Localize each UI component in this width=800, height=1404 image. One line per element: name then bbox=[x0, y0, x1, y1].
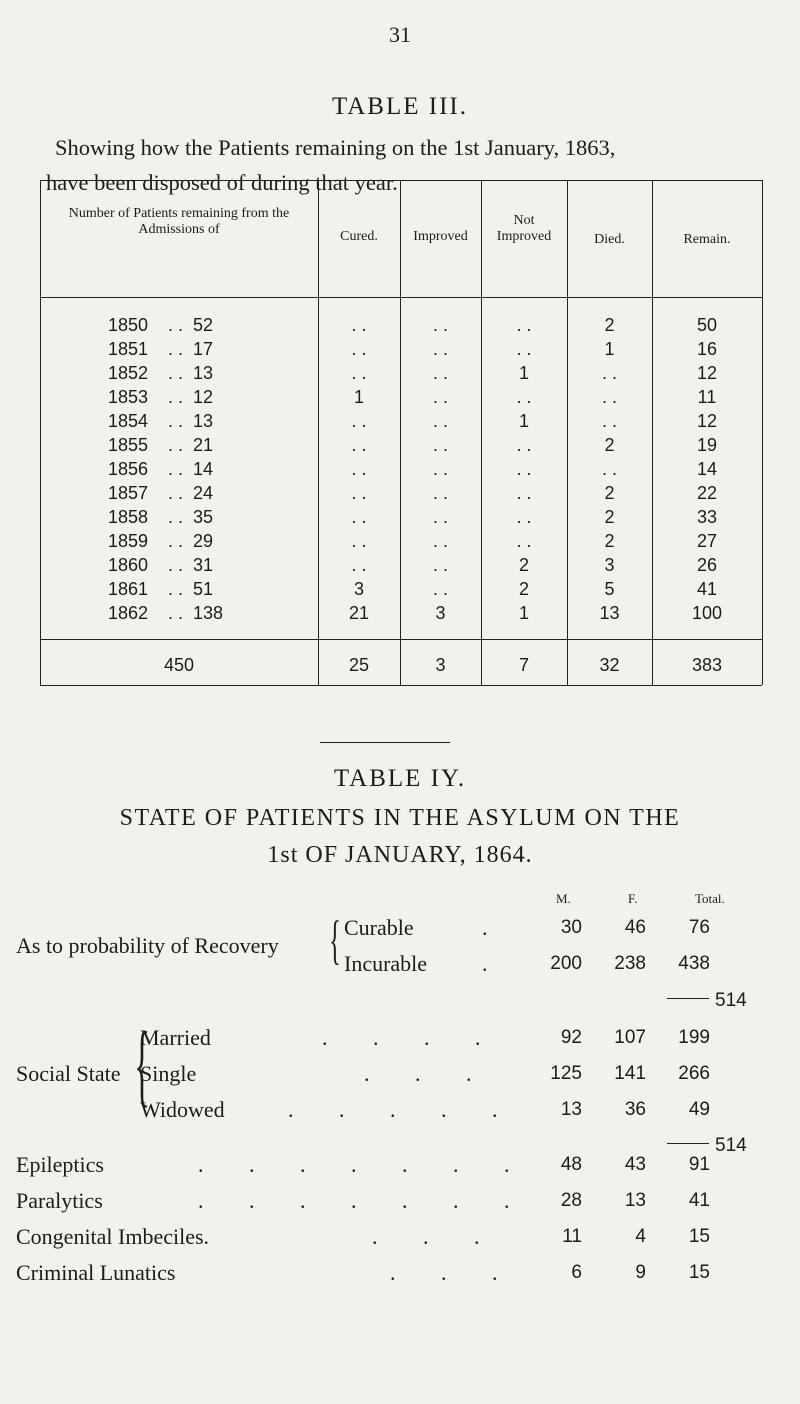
row-leader-dots: . . bbox=[168, 339, 184, 359]
married-total: 199 bbox=[678, 1027, 710, 1048]
cell-remain: 50 bbox=[696, 315, 718, 335]
cell-not-improved: . . bbox=[516, 531, 532, 551]
cell-remain: 27 bbox=[696, 531, 718, 551]
single-total: 266 bbox=[678, 1063, 710, 1084]
single-m: 125 bbox=[550, 1063, 582, 1084]
row-year: 1851 bbox=[108, 339, 149, 359]
row-year: 1860 bbox=[108, 555, 149, 575]
row-leader-dots: . . bbox=[168, 435, 184, 455]
row-leader-dots: . . bbox=[168, 363, 184, 383]
cell-cured: . . bbox=[351, 459, 367, 479]
header-remain: Remain. bbox=[683, 232, 731, 247]
incurable-m: 200 bbox=[550, 953, 582, 974]
cell-cured: . . bbox=[351, 315, 367, 335]
row-leader-dots: . . bbox=[168, 387, 184, 407]
cell-improved: . . bbox=[432, 339, 448, 359]
cell-improved: . . bbox=[432, 363, 448, 383]
cell-remain: 14 bbox=[696, 459, 718, 479]
cell-remain: 11 bbox=[697, 387, 717, 407]
cell-improved: . . bbox=[432, 387, 448, 407]
row-leader-dots: . . bbox=[168, 507, 184, 527]
social-sum: 514 bbox=[715, 1135, 747, 1156]
cell-remain: 12 bbox=[696, 411, 718, 431]
row-count: 51 bbox=[193, 579, 214, 599]
incurable-total: 438 bbox=[678, 953, 710, 974]
cell-not-improved: . . bbox=[516, 339, 532, 359]
total-died: 32 bbox=[599, 655, 620, 675]
cell-not-improved: 2 bbox=[518, 555, 529, 575]
recovery-group-label: As to probability of Recovery bbox=[16, 933, 279, 958]
table4-title: TABLE IY. bbox=[333, 765, 467, 792]
header-cured: Cured. bbox=[340, 229, 378, 244]
header-admissions: Number of Patients remaining from the Admissions of bbox=[68, 206, 290, 237]
cell-improved: . . bbox=[432, 315, 448, 335]
social-single-label: Single bbox=[140, 1061, 197, 1086]
cell-improved: . . bbox=[432, 579, 448, 599]
cell-remain: 19 bbox=[696, 435, 718, 455]
cell-improved: . . bbox=[432, 507, 448, 527]
row-year: 1854 bbox=[108, 411, 149, 431]
total-cured: 25 bbox=[348, 655, 370, 675]
cell-improved: . . bbox=[432, 531, 448, 551]
row-count: 13 bbox=[193, 411, 214, 431]
cell-remain: 33 bbox=[696, 507, 718, 527]
social-group-label: Social State bbox=[16, 1061, 121, 1086]
row-year: 1855 bbox=[108, 435, 149, 455]
curable-total: 76 bbox=[688, 917, 710, 938]
row-count: 52 bbox=[193, 315, 214, 335]
congenital-imbeciles-label: Congenital Imbeciles. bbox=[16, 1224, 210, 1249]
cell-remain: 22 bbox=[696, 483, 718, 503]
cell-died: 1 bbox=[604, 339, 615, 359]
cell-not-improved: . . bbox=[516, 387, 532, 407]
epileptics-total: 91 bbox=[688, 1154, 710, 1175]
cell-improved: . . bbox=[432, 555, 448, 575]
cell-improved: . . bbox=[432, 483, 448, 503]
curable-f: 46 bbox=[624, 917, 646, 938]
cell-improved: . . bbox=[432, 459, 448, 479]
cell-died: . . bbox=[601, 387, 617, 407]
criminal-lunatics-label: Criminal Lunatics bbox=[16, 1260, 176, 1285]
cell-not-improved: 1 bbox=[518, 603, 529, 623]
header-died: Died. bbox=[594, 232, 625, 247]
cell-died: 2 bbox=[604, 315, 615, 335]
row-year: 1858 bbox=[108, 507, 149, 527]
row-count: 14 bbox=[193, 459, 214, 479]
header-improved: Improved bbox=[413, 229, 468, 244]
row-count: 12 bbox=[193, 387, 214, 407]
cell-died: 2 bbox=[604, 531, 615, 551]
married-f: 107 bbox=[614, 1027, 646, 1048]
table3 bbox=[40, 180, 762, 685]
paralytics-label: Paralytics bbox=[16, 1188, 103, 1213]
cell-remain: 100 bbox=[691, 603, 723, 623]
row-count: 17 bbox=[193, 339, 214, 359]
cell-cured: . . bbox=[351, 531, 367, 551]
widowed-f: 36 bbox=[624, 1099, 646, 1120]
incurable-f: 238 bbox=[614, 953, 646, 974]
cell-remain: 12 bbox=[696, 363, 718, 383]
row-count: 31 bbox=[193, 555, 214, 575]
recovery-sum: 514 bbox=[715, 990, 747, 1011]
married-m: 92 bbox=[560, 1027, 582, 1048]
criminal-lunatics-m: 6 bbox=[571, 1262, 582, 1283]
row-year: 1852 bbox=[108, 363, 149, 383]
cell-not-improved: 2 bbox=[518, 579, 529, 599]
cell-died: . . bbox=[601, 363, 617, 383]
epileptics-f: 43 bbox=[624, 1154, 646, 1175]
recovery-incurable-label: Incurable bbox=[344, 951, 428, 976]
row-year: 1859 bbox=[108, 531, 149, 551]
col-header-f: F. bbox=[628, 891, 638, 906]
col-header-total: Total. bbox=[695, 891, 725, 906]
cell-died: 2 bbox=[604, 483, 615, 503]
cell-died: 3 bbox=[604, 555, 615, 575]
curable-m: 30 bbox=[560, 917, 582, 938]
cell-died: 13 bbox=[599, 603, 620, 623]
cell-cured: . . bbox=[351, 411, 367, 431]
cell-died: . . bbox=[601, 459, 617, 479]
row-count: 21 bbox=[193, 435, 214, 455]
cell-cured: . . bbox=[351, 339, 367, 359]
recovery-brace: { bbox=[329, 910, 341, 970]
epileptics-label: Epileptics bbox=[16, 1152, 104, 1177]
row-leader-dots: . . bbox=[168, 315, 184, 335]
table4-subtitle-line1: STATE OF PATIENTS IN THE ASYLUM ON THE bbox=[119, 805, 681, 831]
row-year: 1857 bbox=[108, 483, 149, 503]
cell-cured: . . bbox=[351, 483, 367, 503]
cell-cured: . . bbox=[351, 435, 367, 455]
row-year: 1853 bbox=[108, 387, 149, 407]
social-brace: { bbox=[134, 1013, 150, 1115]
cell-remain: 26 bbox=[696, 555, 718, 575]
table3-title: TABLE III. bbox=[331, 93, 468, 120]
cell-died: . . bbox=[601, 411, 617, 431]
cell-cured: 3 bbox=[353, 579, 364, 599]
row-year: 1850 bbox=[108, 315, 149, 335]
congenital-imbeciles-total: 15 bbox=[688, 1226, 710, 1247]
col-header-m: M. bbox=[556, 891, 571, 906]
total-not-improved: 7 bbox=[518, 655, 529, 675]
row-count: 138 bbox=[193, 603, 224, 623]
cell-improved: . . bbox=[432, 435, 448, 455]
page-number: 31 bbox=[389, 22, 411, 47]
single-f: 141 bbox=[614, 1063, 646, 1084]
social-widowed-label: Widowed bbox=[140, 1097, 225, 1122]
recovery-curable-label: Curable bbox=[344, 915, 414, 940]
total-admissions: 450 bbox=[163, 655, 195, 675]
cell-not-improved: . . bbox=[516, 459, 532, 479]
widowed-m: 13 bbox=[560, 1099, 582, 1120]
paralytics-total: 41 bbox=[688, 1190, 710, 1211]
row-year: 1856 bbox=[108, 459, 149, 479]
cell-not-improved: 1 bbox=[518, 411, 529, 431]
cell-not-improved: . . bbox=[516, 507, 532, 527]
cell-not-improved: 1 bbox=[518, 363, 529, 383]
cell-cured: . . bbox=[351, 363, 367, 383]
row-count: 35 bbox=[193, 507, 214, 527]
table3-desc-line2: have been disposed of during that year. bbox=[46, 170, 398, 195]
row-year: 1861 bbox=[108, 579, 149, 599]
total-remain: 383 bbox=[691, 655, 723, 675]
cell-died: 2 bbox=[604, 435, 615, 455]
cell-died: 2 bbox=[604, 507, 615, 527]
table4-subtitle-line2: 1st OF JANUARY, 1864. bbox=[267, 842, 533, 868]
row-leader-dots: . . bbox=[168, 531, 184, 551]
row-count: 24 bbox=[193, 483, 214, 503]
cell-improved: 3 bbox=[435, 603, 446, 623]
row-year: 1862 bbox=[108, 603, 149, 623]
epileptics-m: 48 bbox=[560, 1154, 582, 1175]
criminal-lunatics-f: 9 bbox=[635, 1262, 646, 1283]
row-leader-dots: . . bbox=[168, 603, 184, 623]
cell-cured: . . bbox=[351, 507, 367, 527]
congenital-imbeciles-m: 11 bbox=[562, 1226, 582, 1247]
row-count: 13 bbox=[193, 363, 214, 383]
cell-remain: 41 bbox=[696, 579, 718, 599]
cell-died: 5 bbox=[604, 579, 615, 599]
total-improved: 3 bbox=[435, 655, 446, 675]
criminal-lunatics-total: 15 bbox=[688, 1262, 710, 1283]
row-count: 29 bbox=[193, 531, 214, 551]
cell-improved: . . bbox=[432, 411, 448, 431]
row-leader-dots: . . bbox=[168, 555, 184, 575]
row-leader-dots: . . bbox=[168, 411, 184, 431]
cell-not-improved: . . bbox=[516, 315, 532, 335]
row-leader-dots: . . bbox=[168, 579, 184, 599]
header-not-improved: Not Improved bbox=[496, 213, 552, 244]
paralytics-f: 13 bbox=[624, 1190, 646, 1211]
cell-not-improved: . . bbox=[516, 435, 532, 455]
cell-cured: 1 bbox=[353, 387, 364, 407]
cell-cured: 21 bbox=[348, 603, 370, 623]
cell-not-improved: . . bbox=[516, 483, 532, 503]
widowed-total: 49 bbox=[688, 1099, 710, 1120]
section-divider bbox=[320, 742, 450, 743]
row-leader-dots: . . bbox=[168, 459, 184, 479]
paralytics-m: 28 bbox=[560, 1190, 582, 1211]
social-married-label: Married bbox=[140, 1025, 211, 1050]
cell-cured: . . bbox=[351, 555, 367, 575]
congenital-imbeciles-f: 4 bbox=[635, 1226, 646, 1247]
row-leader-dots: . . bbox=[168, 483, 184, 503]
table3-desc-line1: Showing how the Patients remaining on the 1st January, 1863, bbox=[55, 135, 616, 160]
cell-remain: 16 bbox=[696, 339, 718, 359]
